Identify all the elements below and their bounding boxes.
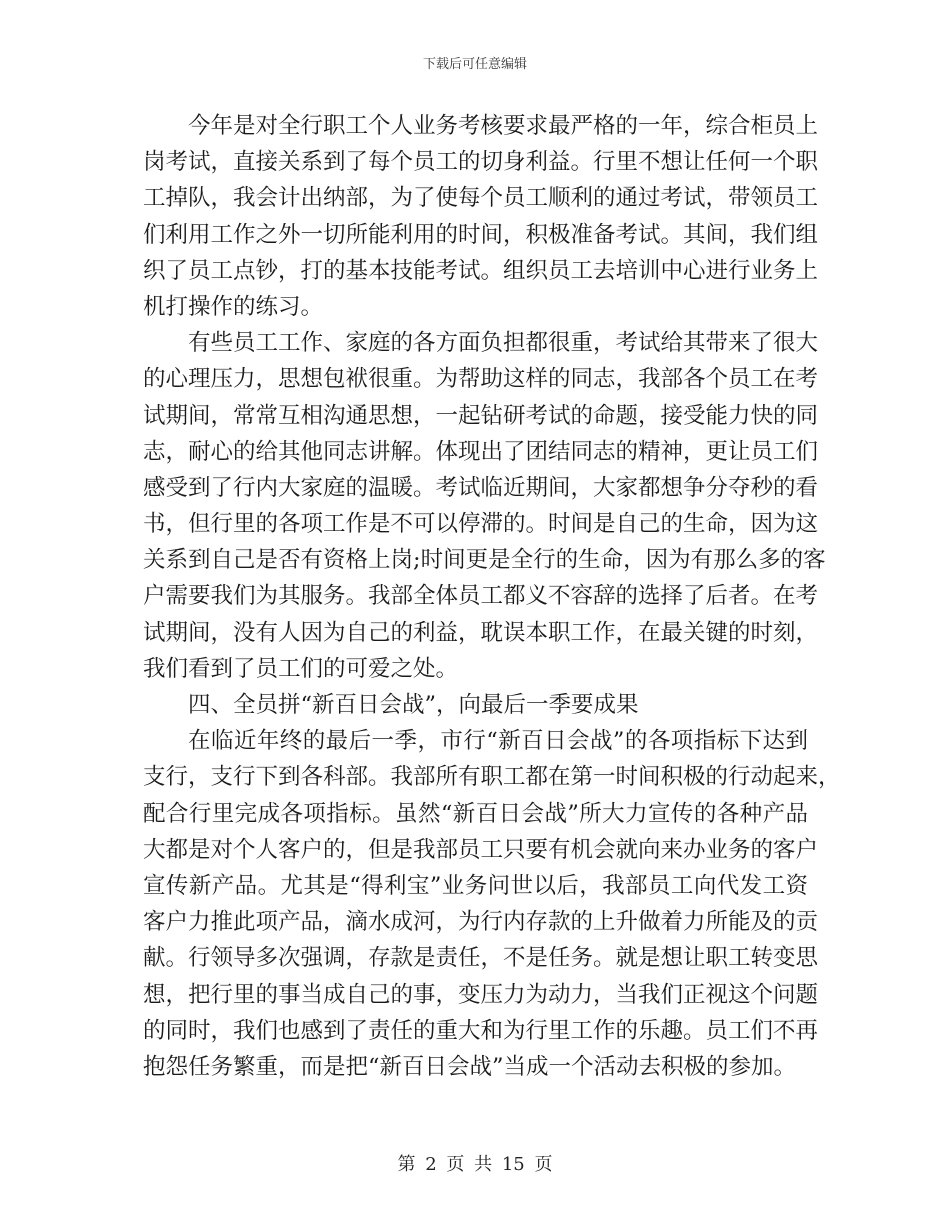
page-header-note: 下载后可任意编辑: [422, 57, 527, 72]
page-number: 第 2 页 共 15 页: [397, 1154, 553, 1175]
text-line: 机打操作的练习。: [143, 293, 324, 320]
document-body: [143, 108, 841, 1085]
text-line: 有些员工工作、家庭的各方面负担都很重，考试给其带来了很大: [188, 330, 819, 357]
text-line: 织了员工点钞，打的基本技能考试。组织员工去培训中心进行业务上: [143, 257, 819, 284]
text-line: 在临近年终的最后一季，市行“新百日会战”的各项指标下达到: [188, 728, 808, 755]
text-line: 岗考试，直接关系到了每个员工的切身利益。行里不想让任何一个职: [143, 149, 819, 176]
text-line: 大都是对个人客户的，但是我部员工只要有机会就向来办业务的客户: [143, 836, 819, 863]
text-line: 的心理压力，思想包袱很重。为帮助这样的同志，我部各个员工在考: [143, 366, 819, 393]
text-line: 想，把行里的事当成自己的事，变压力为动力，当我们正视这个问题: [143, 981, 819, 1008]
text-line: 书，但行里的各项工作是不可以停滞的。时间是自己的生命，因为这: [143, 511, 819, 538]
text-line: 的同时，我们也感到了责任的重大和为行里工作的乐趣。员工们不再: [143, 1017, 819, 1044]
text-line: 感受到了行内大家庭的温暖。考试临近期间，大家都想争分夺秒的看: [143, 474, 819, 501]
text-line: 试期间，常常互相沟通思想，一起钻研考试的命题，接受能力快的同: [143, 402, 819, 429]
text-line: 支行，支行下到各科部。我部所有职工都在第一时间积极的行动起来，: [143, 764, 841, 791]
text-line: 工掉队，我会计出纳部，为了使每个员工顺利的通过考试，带领员工: [143, 185, 819, 212]
text-line: 们利用工作之外一切所能利用的时间，积极准备考试。其间，我们组: [143, 221, 819, 248]
text-line: 献。行领导多次强调，存款是责任，不是任务。就是想让职工转变思: [143, 945, 819, 972]
text-line: 客户力推此项产品，滴水成河，为行内存款的上升做着力所能及的贡: [143, 909, 819, 936]
text-line: 我们看到了员工们的可爱之处。: [143, 655, 459, 682]
section-heading: 四、全员拼“新百日会战”，向最后一季要成果: [188, 692, 639, 718]
text-line: 今年是对全行职工个人业务考核要求最严格的一年，综合柜员上: [188, 113, 819, 139]
text-line: 关系到自己是否有资格上岗;时间更是全行的生命，因为有那么多的客: [143, 547, 826, 574]
text-line: 配合行里完成各项指标。虽然“新百日会战”所大力宣传的各种产品: [143, 800, 808, 827]
text-line: 抱怨任务繁重，而是把“新百日会战”当成一个活动去积极的参加。: [143, 1053, 797, 1080]
text-line: 户需要我们为其服务。我部全体员工都义不容辞的选择了后者。在考: [143, 583, 819, 610]
text-line: 宣传新产品。尤其是“得利宝”业务问世以后，我部员工向代发工资: [143, 872, 808, 899]
text-line: 志，耐心的给其他同志讲解。体现出了团结同志的精神，更让员工们: [143, 438, 819, 465]
text-line: 试期间，没有人因为自己的利益，耽误本职工作，在最关键的时刻，: [143, 619, 819, 646]
